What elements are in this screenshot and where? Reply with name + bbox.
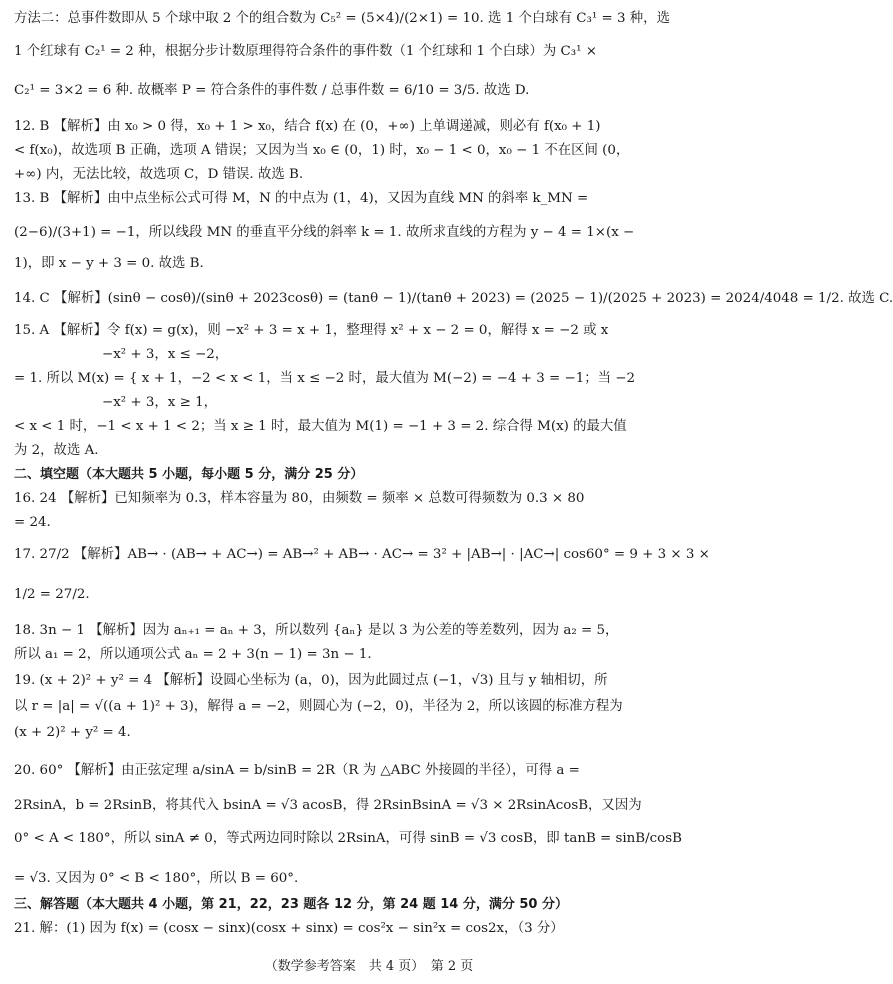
text-line: 1)，即 x − y + 3 = 0. 故选 B. xyxy=(14,256,204,271)
text-line: −x² + 3，x ≥ 1， xyxy=(102,395,217,410)
text-line: 21. 解：(1) 因为 f(x) = (cosx − sinx)(cosx + sinx) = cos²x − sin²x = cos2x，（3 分） xyxy=(14,921,564,936)
text-line: 14. C 【解析】(sinθ − cosθ)/(sinθ + 2023cosθ) = (tanθ − 1)/(tanθ + 2023) = (2025 − 1)/(2025 + 2023) = 2024/4048 = 1/2. 故选 C. xyxy=(14,291,893,306)
text-line: 18. 3n − 1 【解析】因为 aₙ₊₁ = aₙ + 3，所以数列 {aₙ} 是以 3 为公差的等差数列，因为 a₂ = 5， xyxy=(14,623,619,638)
text-line: (x + 2)² + y² = 4. xyxy=(14,725,131,740)
text-line: (2−6)/(3+1) = −1，所以线段 MN 的垂直平分线的斜率 k = 1. 故所求直线的方程为 y − 4 = 1×(x − xyxy=(14,225,635,240)
text-line: 15. A 【解析】令 f(x) = g(x)，则 −x² + 3 = x + 1，整理得 x² + x − 2 = 0，解得 x = −2 或 x xyxy=(14,323,609,338)
text-line: C₂¹ = 3×2 = 6 种. 故概率 P = 符合条件的事件数 / 总事件数 = 6/10 = 3/5. 故选 D. xyxy=(14,83,530,98)
text-line: 为 2，故选 A. xyxy=(14,443,99,458)
section-heading: 三、解答题（本大题共 4 小题，第 21，22，23 题各 12 分，第 24 题 14 分，满分 50 分） xyxy=(14,897,568,912)
text-line: = √3. 又因为 0° < B < 180°，所以 B = 60°. xyxy=(14,871,299,886)
section-heading: 二、填空题（本大题共 5 小题，每小题 5 分，满分 25 分） xyxy=(14,467,364,482)
text-line: < x < 1 时，−1 < x + 1 < 2；当 x ≥ 1 时，最大值为 M(1) = −1 + 3 = 2. 综合得 M(x) 的最大值 xyxy=(14,419,627,434)
text-line: 19. (x + 2)² + y² = 4 【解析】设圆心坐标为 (a，0)，因为此圆过点 (−1，√3) 且与 y 轴相切，所 xyxy=(14,673,608,688)
text-line: −x² + 3，x ≤ −2， xyxy=(102,347,229,362)
text-line: 16. 24 【解析】已知频率为 0.3，样本容量为 80，由频数 = 频率 × 总数可得频数为 0.3 × 80 xyxy=(14,491,585,506)
text-line: 17. 27/2 【解析】AB→ · (AB→ + AC→) = AB→² + AB→ · AC→ = 3² + |AB→| · |AC→| cos60° = 9 + 3 × 3 × xyxy=(14,547,710,562)
text-line: +∞) 内，无法比较，故选项 C，D 错误. 故选 B. xyxy=(14,167,304,182)
text-line: 13. B 【解析】由中点坐标公式可得 M，N 的中点为 (1，4)，又因为直线 MN 的斜率 k_MN = xyxy=(14,191,589,206)
text-line: 20. 60° 【解析】由正弦定理 a/sinA = b/sinB = 2R（R 为 △ABC 外接圆的半径），可得 a = xyxy=(14,763,580,778)
text-line: 0° < A < 180°，所以 sinA ≠ 0，等式两边同时除以 2RsinA，可得 sinB = √3 cosB，即 tanB = sinB/cosB xyxy=(14,831,682,846)
text-line: = 1. 所以 M(x) = { x + 1，−2 < x < 1，当 x ≤ −2 时，最大值为 M(−2) = −4 + 3 = −1；当 −2 xyxy=(14,371,636,386)
page-footer: （数学参考答案 共 4 页） 第 2 页 xyxy=(264,959,474,974)
text-line: 1/2 = 27/2. xyxy=(14,587,90,602)
text-line: 12. B 【解析】由 x₀ > 0 得，x₀ + 1 > x₀，结合 f(x) 在 (0，+∞) 上单调递减，则必有 f(x₀ + 1) xyxy=(14,119,601,134)
text-line: 1 个红球有 C₂¹ = 2 种，根据分步计数原理得符合条件的事件数（1 个红球和 1 个白球）为 C₃¹ × xyxy=(14,44,597,59)
text-line: = 24. xyxy=(14,515,51,530)
text-line: < f(x₀)，故选项 B 正确，选项 A 错误；又因为当 x₀ ∈ (0，1) 时，x₀ − 1 < 0，x₀ − 1 不在区间 (0， xyxy=(14,143,630,158)
text-line: 方法二：总事件数即从 5 个球中取 2 个的组合数为 C₅² = (5×4)/(2×1) = 10. 选 1 个白球有 C₃¹ = 3 种，选 xyxy=(14,11,670,26)
text-line: 所以 a₁ = 2，所以通项公式 aₙ = 2 + 3(n − 1) = 3n − 1. xyxy=(14,647,372,662)
text-line: 2RsinA，b = 2RsinB，将其代入 bsinA = √3 acosB，得 2RsinBsinA = √3 × 2RsinAcosB，又因为 xyxy=(14,798,642,813)
text-line: 以 r = |a| = √((a + 1)² + 3)，解得 a = −2，则圆心为 (−2，0)，半径为 2，所以该圆的标准方程为 xyxy=(14,699,623,714)
